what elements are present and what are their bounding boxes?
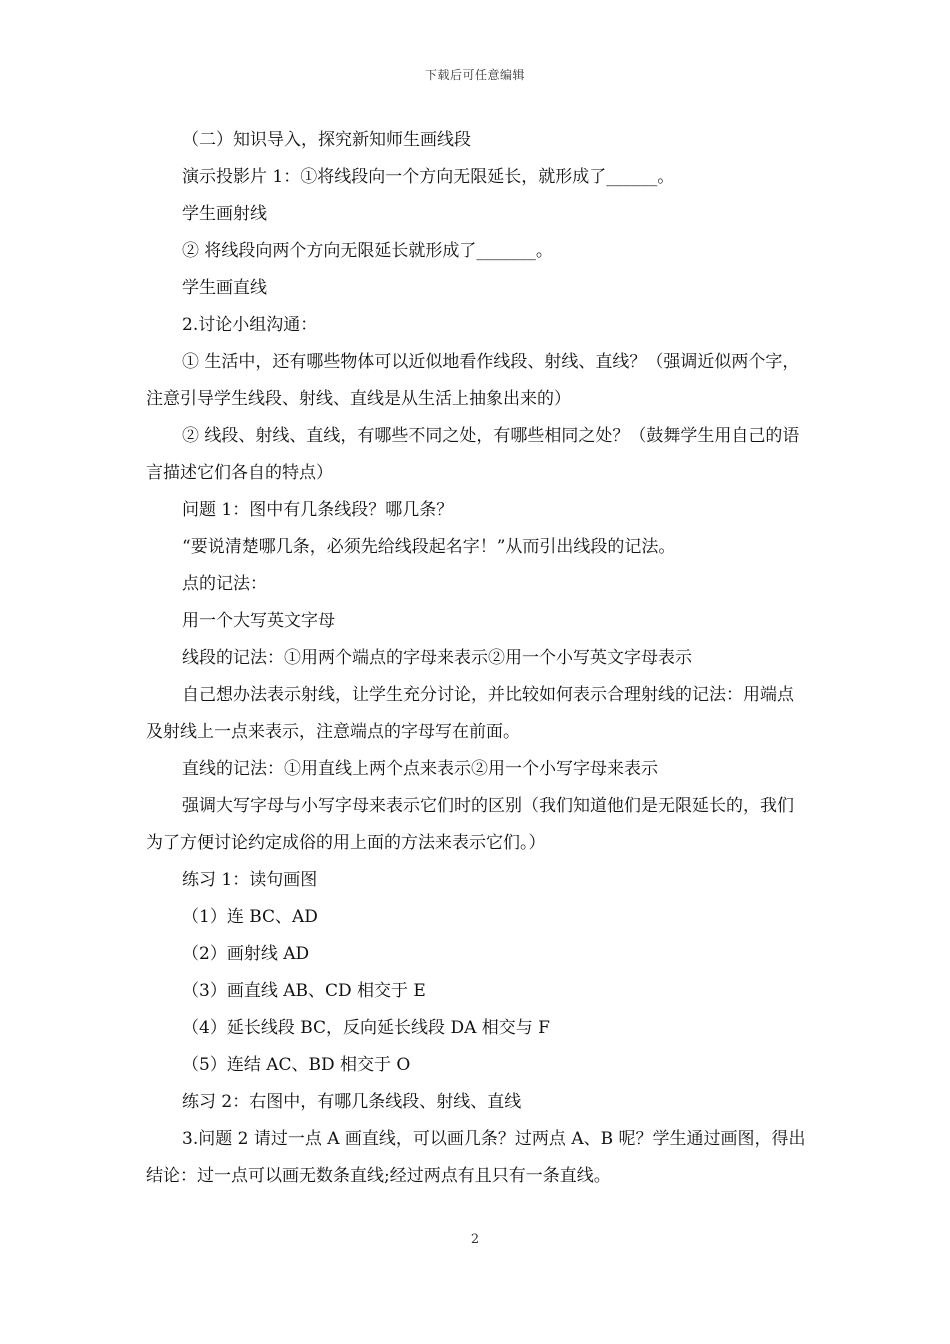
paragraph: “要说清楚哪几条，必须先给线段起名字！”从而引出线段的记法。 [182,537,676,557]
paragraph: 强调大写字母与小写字母来表示它们时的区别（我们知道他们是无限延长的，我们为了方便讨论约定成俗的用上面的方法来表示它们。） [146,796,794,853]
paragraph: 3.问题 2 请过一点 A 画直线，可以画几条？过两点 A、B 呢？学生通过画图，得出结论：过一点可以画无数条直线;经过两点有且只有一条直线。 [146,1129,806,1186]
paragraph: （二）知识导入，探究新知师生画线段 [182,130,471,150]
paragraph: 学生画射线 [182,204,267,224]
paragraph: ① 生活中，还有哪些物体可以近似地看作线段、射线、直线？（强调近似两个字，注意引导学生线段、射线、直线是从生活上抽象出来的） [146,352,800,409]
paragraph: 用一个大写英文字母 [182,611,335,631]
paragraph: 练习 2：右图中，有哪几条线段、射线、直线 [182,1092,522,1112]
paragraph: 学生画直线 [182,278,267,298]
page-header: 下载后可任意编辑 [424,68,525,82]
paragraph: 点的记法： [182,574,267,594]
paragraph: （5）连结 AC、BD 相交于 O [182,1055,411,1075]
paragraph: （3）画直线 AB、CD 相交于 E [182,981,426,1001]
paragraph: ② 将线段向两个方向无限延长就形成了_______。 [182,241,553,261]
paragraph: 直线的记法：①用直线上两个点来表示②用一个小写字母来表示 [182,759,658,779]
paragraph: （4）延长线段 BC，反向延长线段 DA 相交与 F [182,1018,550,1038]
page-number: 2 [470,1232,480,1247]
paragraph: 演示投影片 1：①将线段向一个方向无限延长，就形成了______。 [182,167,675,187]
paragraph: 自己想办法表示射线，让学生充分讨论，并比较如何表示合理射线的记法：用端点及射线上一点来表示，注意端点的字母写在前面。 [146,685,794,742]
paragraph: ② 线段、射线、直线，有哪些不同之处，有哪些相同之处？（鼓舞学生用自己的语言描述它们各自的特点） [146,426,800,483]
paragraph: 问题 1：图中有几条线段？哪几条？ [182,500,454,520]
document-body [146,122,810,1195]
paragraph: 线段的记法：①用两个端点的字母来表示②用一个小写英文字母表示 [182,648,692,668]
paragraph: 练习 1：读句画图 [182,870,318,890]
paragraph: （2）画射线 AD [182,944,310,964]
paragraph: 2.讨论小组沟通： [182,315,318,335]
paragraph: （1）连 BC、AD [182,907,318,927]
